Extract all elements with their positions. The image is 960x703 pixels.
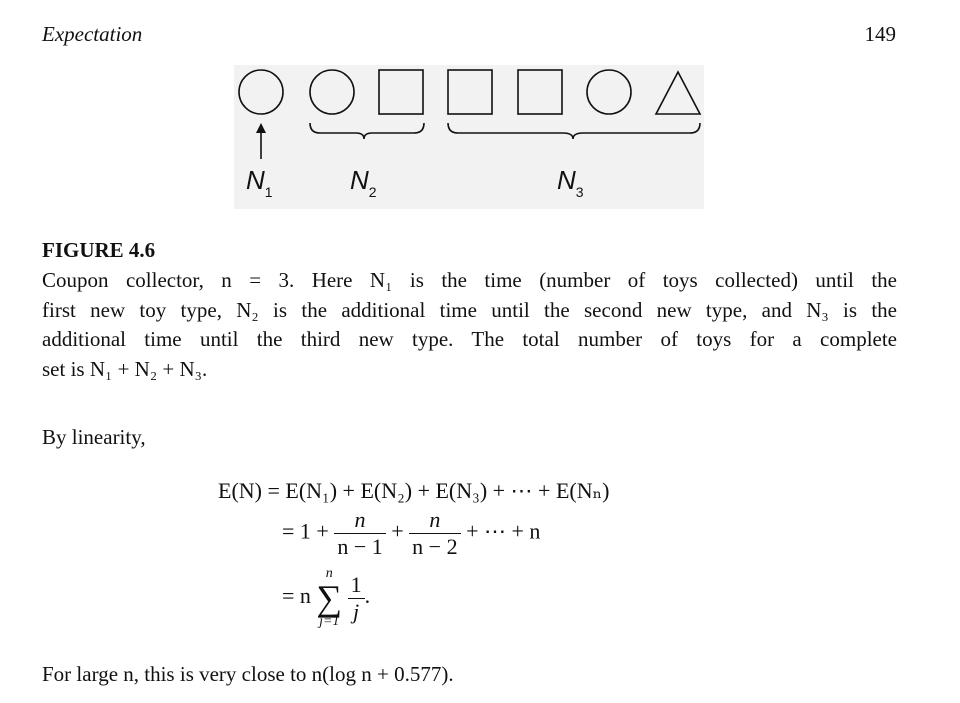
caption-line: Coupon collector, n = 3. Here N₁ is the time (number of toys collected) until the: [42, 268, 897, 292]
conclusion-paragraph: For large n, this is very close to n(log n + 0.577).: [42, 662, 454, 686]
sum-symbol: ∑: [316, 578, 343, 618]
shape-triangle: [656, 72, 700, 114]
fraction-n-over-n-minus-2: [409, 507, 460, 560]
shape-circle-3: [587, 70, 631, 114]
equation-line-1: E(N) = E(N₁) + E(N₂) + E(N₃) + ⋯ + E(Nₙ): [218, 478, 610, 503]
shape-circle-2: [310, 70, 354, 114]
page-number: 149: [864, 22, 896, 46]
label-n2: $N_2$: [350, 165, 377, 200]
fraction-numerator: n: [409, 507, 460, 534]
shape-square-3: [518, 70, 562, 114]
equation-line-2: [282, 507, 540, 560]
shape-square-2: [448, 70, 492, 114]
brace-n2: [310, 123, 424, 139]
equation-line-3: [282, 566, 370, 630]
eq2-end: + ⋯ + n: [466, 518, 541, 544]
running-title: Expectation: [42, 22, 143, 46]
eq3-start: = n: [282, 583, 311, 609]
eq3-end: .: [364, 583, 371, 609]
fraction-denominator: n − 2: [412, 534, 458, 559]
shape-square-1: [379, 70, 423, 114]
figure-caption: [42, 266, 897, 384]
label-n1: $N_1$: [246, 165, 273, 200]
label-n3: $N_3$: [557, 165, 584, 200]
caption-line: additional time until the third new type. The total number of toys for a complete: [42, 327, 897, 352]
coupon-collector-figure: [234, 65, 704, 209]
sum-upper-limit: n: [325, 566, 333, 581]
shape-circle-1: [239, 70, 283, 114]
caption-line: first new toy type, N₂ is the additional time until the second new type, and N₃ is the: [42, 297, 897, 322]
eq2-start: = 1 +: [282, 518, 329, 544]
caption-line: set is N₁ + N₂ + N₃.: [42, 356, 208, 381]
brace-n3: [448, 123, 700, 139]
figure-caption-title: FIGURE 4.6: [42, 238, 156, 262]
fraction-numerator: 1: [348, 572, 365, 599]
fraction-numerator: n: [334, 507, 385, 534]
arrow-head: [256, 123, 266, 133]
fraction-denominator: n − 1: [337, 534, 383, 559]
intro-paragraph: By linearity,: [42, 425, 146, 449]
sum-lower-limit: j=1: [319, 614, 340, 629]
figure-drawing: [234, 65, 704, 209]
eq2-plus: +: [391, 518, 404, 544]
summation: [316, 566, 342, 630]
fraction-n-over-n-minus-1: [334, 507, 385, 560]
fraction-1-over-j: [348, 572, 365, 625]
fraction-denominator: j: [353, 598, 360, 624]
